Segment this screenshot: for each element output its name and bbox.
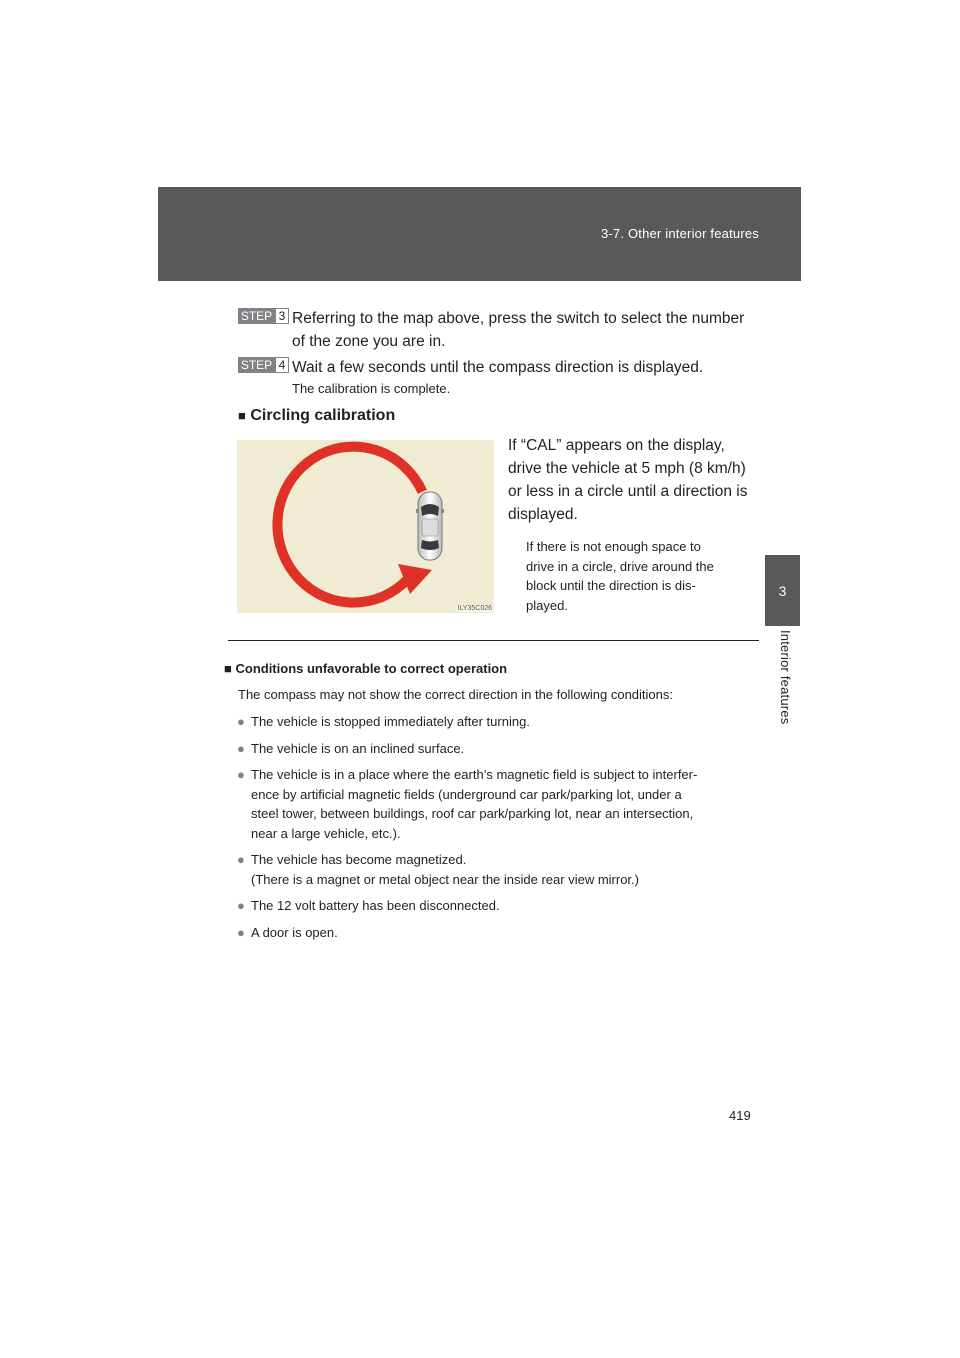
conditions-title: Conditions unfavorable to correct operation [235, 661, 508, 676]
bullet-dot-icon: ● [237, 924, 245, 940]
conditions-list [237, 712, 744, 949]
text-line: If there is not enough space to [526, 539, 701, 554]
circling-note [526, 537, 755, 615]
text-line: played. [526, 597, 568, 613]
text-line: The vehicle is on an inclined surface. [251, 740, 465, 756]
list-item [237, 850, 744, 889]
text-line: displayed. [508, 506, 578, 523]
text-line: (There is a magnet or metal object near the inside rear view mirror.) [251, 871, 639, 887]
step-word: STEP [238, 308, 275, 324]
conditions-heading [224, 661, 507, 676]
step-number: 3 [275, 308, 289, 324]
text-line: A door is open. [251, 924, 338, 940]
circling-title: Circling calibration [250, 407, 396, 424]
list-item [237, 896, 744, 916]
circle-arrow-car-diagram [237, 440, 494, 613]
bullet-dot-icon: ● [237, 767, 245, 782]
text-line: drive the vehicle at 5 mph (8 km/h) [508, 460, 746, 477]
chapter-label: Interior features [778, 630, 793, 725]
text-line: The 12 volt battery has been disconnected. [251, 898, 500, 913]
step-text [292, 356, 757, 379]
text-line: The vehicle is stopped immediately after turning. [251, 714, 530, 729]
conditions-intro: The compass may not show the correct direction in the following conditions: [238, 687, 673, 702]
step-note: The calibration is complete. [292, 381, 451, 396]
header-bar [158, 187, 801, 281]
circling-illustration [237, 440, 494, 613]
step-line: Wait a few seconds until the compass direction is displayed. [292, 359, 704, 376]
text-line: ence by artificial magnetic fields (underground car park/parking lot, under a [251, 786, 682, 802]
car-top-view-icon [416, 492, 444, 560]
text-line: If “CAL” appears on the display, [508, 437, 725, 454]
section-title: 3-7. Other interior features [600, 226, 759, 241]
step-line: Referring to the map above, press the switch to select the number [292, 310, 745, 327]
circling-calibration-heading [238, 407, 395, 425]
text-line: The vehicle has become magnetized. [251, 852, 467, 867]
text-line: drive in a circle, drive around the [526, 558, 714, 574]
bullet-dot-icon: ● [237, 852, 245, 867]
square-bullet-icon: ■ [238, 408, 246, 423]
illustration-code: ILY35C026 [457, 605, 492, 612]
section-divider [228, 640, 759, 641]
text-line: near a large vehicle, etc.). [251, 825, 401, 841]
bullet-dot-icon: ● [237, 714, 245, 729]
bullet-dot-icon: ● [237, 898, 245, 913]
text-line: The vehicle is in a place where the earth’s magnetic field is subject to interfer- [251, 767, 698, 782]
list-item [237, 923, 744, 943]
list-item [237, 765, 744, 843]
bullet-dot-icon: ● [237, 740, 245, 756]
square-bullet-icon: ■ [224, 661, 232, 676]
circling-description [508, 434, 755, 526]
page-number: 419 [729, 1108, 751, 1123]
text-line: block until the direction is dis- [526, 578, 696, 593]
step-text [292, 307, 757, 353]
step-word: STEP [238, 357, 275, 373]
text-line: or less in a circle until a direction is [508, 483, 748, 500]
chapter-number: 3 [778, 582, 787, 599]
red-arrow-arc [277, 447, 422, 603]
step-number: 4 [275, 357, 289, 373]
list-item [237, 739, 744, 759]
list-item [237, 712, 744, 732]
step-line: of the zone you are in. [292, 333, 446, 350]
chapter-tab [765, 555, 800, 626]
step-badge [238, 357, 288, 373]
text-line: steel tower, between buildings, roof car park/parking lot, near an intersection, [251, 806, 694, 821]
step-badge [238, 308, 288, 324]
